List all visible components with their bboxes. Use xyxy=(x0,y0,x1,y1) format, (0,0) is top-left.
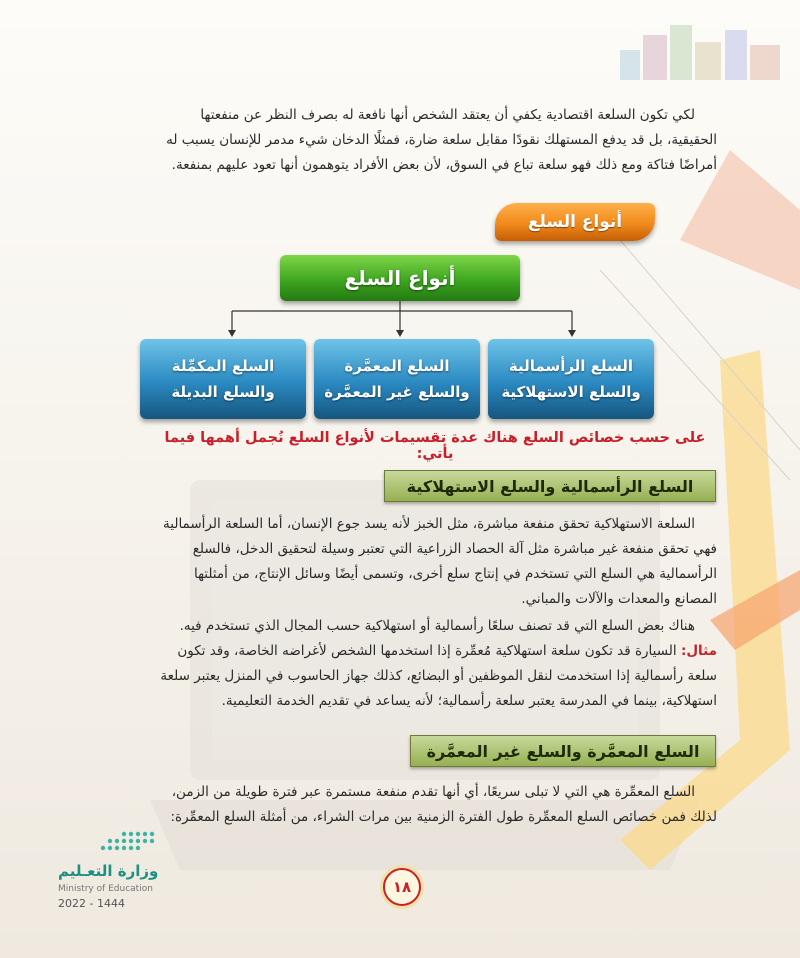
diagram-node-line: والسلع الاستهلاكية xyxy=(501,383,641,401)
body-line: المصانع والمعدات والآلات والمباني. xyxy=(521,591,717,607)
ministry-name-en: Ministry of Education xyxy=(58,884,153,894)
body-line: لذلك فمن خصائص السلع المعمِّرة طول الفترة الزمنية بين مرات الشراء، من أمثلة السلع المعمِّرة: xyxy=(170,809,717,825)
edition-year: 2022 - 1444 xyxy=(58,897,125,910)
body-line: السلع المعمِّرة هي التي لا تبلى سريعًا، أي أنها تقدم منفعة مستمرة عبر فترة طويلة من الزمن، xyxy=(171,784,695,800)
example-paragraph xyxy=(112,614,717,714)
durable-paragraph xyxy=(112,780,717,830)
section-title-chip: أنواع السلع xyxy=(495,203,655,241)
body-line xyxy=(112,639,717,664)
body-line: استهلاكية، بينما في المدرسة يعتبر سلعة رأسمالية؛ لأنه يساعد في تقديم الخدمة التعليمية. xyxy=(221,693,717,709)
example-label: مثال: xyxy=(680,643,717,659)
diagram-node-capital-consumer xyxy=(488,339,654,419)
diagram-node-line: السلع المكمِّلة xyxy=(171,357,275,375)
body-line: السلعة الاستهلاكية تحقق منفعة مباشرة، مثل الخبز لأنه يسد جوع الإنسان، أما السلعة الرأسمالية xyxy=(163,516,695,532)
diagram-root-box: أنواع السلع xyxy=(280,255,520,301)
intro-line: لكي تكون السلعة اقتصادية يكفي أن يعتقد الشخص أنها نافعة له بصرف النظر عن منفعتها xyxy=(200,107,695,123)
section-heading-durable: السلع المعمَّرة والسلع غير المعمَّرة xyxy=(410,735,716,767)
diagram-connectors xyxy=(0,0,800,340)
body-line: سلعة رأسمالية إذا استخدمت لنقل الموظفين أو البضائع، كذلك جهاز الحاسوب في المنزل يعتبر سلعة xyxy=(160,668,717,684)
page-number: ١٨ xyxy=(392,878,412,896)
capital-consumer-paragraph xyxy=(112,512,717,612)
diagram-node-complementary xyxy=(140,339,306,419)
diagram-node-line: السلع الرأسمالية xyxy=(508,357,634,375)
types-note: على حسب خصائص السلع هناك عدة تقسيمات لأنواع السلع نُجمل أهمها فيما يأتي: xyxy=(164,430,706,462)
ministry-logo-dots xyxy=(95,826,175,856)
diagram-node-durable xyxy=(314,339,480,419)
intro-line: الحقيقية، بل قد يدفع المستهلك نقودًا مقابل سلعة ضارة، فمثلًا الدخان شيء مدمر للإنسان يسبب له xyxy=(166,132,717,148)
diagram-node-line: السلع المعمَّرة xyxy=(344,357,450,375)
ministry-name-ar: وزارة التعـليم xyxy=(58,862,159,880)
body-line: الرأسمالية هي السلع التي تستخدم في إنتاج سلع أخرى، وتسمى أيضًا وسائل الإنتاج، من أمثلتها xyxy=(193,566,717,582)
diagram-node-line: والسلع غير المعمَّرة xyxy=(324,383,470,401)
page-number-badge xyxy=(383,868,421,906)
body-line: هناك بعض السلع التي قد تصنف سلعًا رأسمالية أو استهلاكية حسب المجال الذي تستخدم فيه. xyxy=(179,618,695,634)
body-line: فهي تحقق منفعة غير مباشرة مثل آلة الحصاد الزراعية التي تعتبر وسيلة لتحقيق الدخل، فالسلع xyxy=(192,541,717,557)
intro-line: أمراضًا فتاكة ومع ذلك فهو سلعة تباع في السوق، لأن بعض الأفراد يتوهمون أنها تعود عليهم بمنفعة. xyxy=(171,157,717,173)
section-heading-capital-consumer: السلع الرأسمالية والسلع الاستهلاكية xyxy=(384,470,716,502)
diagram-node-line: والسلع البديلة xyxy=(171,383,275,401)
example-text: السيارة قد تكون سلعة استهلاكية مُعمِّرة إذا استخدمها الشخص لأغراضه الخاصة، وقد تكون xyxy=(177,643,677,659)
